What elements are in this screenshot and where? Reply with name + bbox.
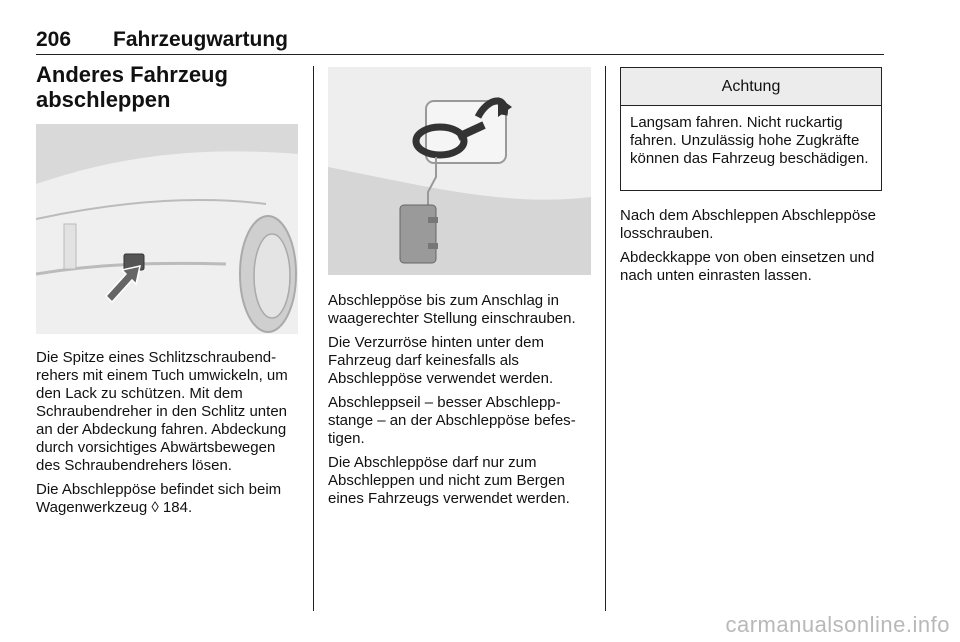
warning-heading: Achtung: [621, 68, 881, 106]
warning-box: [620, 67, 882, 191]
column-3-text: [620, 207, 884, 291]
warning-text: Langsam fahren. Nicht ruckartig fahren. Unzulässig hohe Zugkräfte können das Fahrzeug beschädigen.: [630, 114, 869, 167]
paragraph: Abschleppseil – besser Abschleppstange – an der Abschleppöse befestigen.: [328, 394, 576, 447]
page-header: [36, 28, 884, 55]
chapter-title: Fahrzeugwartung: [113, 28, 289, 51]
paragraph: Abschleppöse bis zum Anschlag in waagerechter Stellung einschrauben.: [328, 292, 576, 327]
column-divider: [605, 66, 606, 611]
paragraph: Die Spitze eines Schlitzschraubendrehers mit einem Tuch umwickeln, um den Lack zu schützen. Mit dem Schraubendreher in den Schlitz unten an der Abdeckung fahren. Abdeckung durch vorsichtiges Abwärtsbewegen des Schraubendrehers lösen.: [36, 349, 288, 474]
paragraph: Die Verzurröse hinten unter dem Fahrzeug darf keinesfalls als Abschleppöse verwendet werden.: [328, 334, 554, 387]
watermark: carmanualsonline.info: [725, 612, 950, 637]
towing-eye-illustration: [328, 67, 591, 275]
paragraph: Abdeckkappe von oben einsetzen und nach unten einrasten lassen.: [620, 249, 875, 284]
page-number: 206: [36, 28, 72, 51]
column-2-text: [328, 292, 592, 514]
paragraph: Die Abschleppöse befindet sich beim Wagenwerkzeug ◊ 184.: [36, 481, 282, 516]
paragraph: Die Abschleppöse darf nur zum Abschleppen und nicht zum Bergen eines Fahrzeugs verwendet werden.: [328, 454, 570, 507]
paragraph: Nach dem Abschleppen Abschleppöse losschrauben.: [620, 207, 877, 242]
section-title: Anderes Fahrzeug abschleppen: [36, 62, 228, 112]
column-divider: [313, 66, 314, 611]
rear-bumper-illustration: [36, 124, 298, 334]
column-1-text: [36, 349, 298, 523]
